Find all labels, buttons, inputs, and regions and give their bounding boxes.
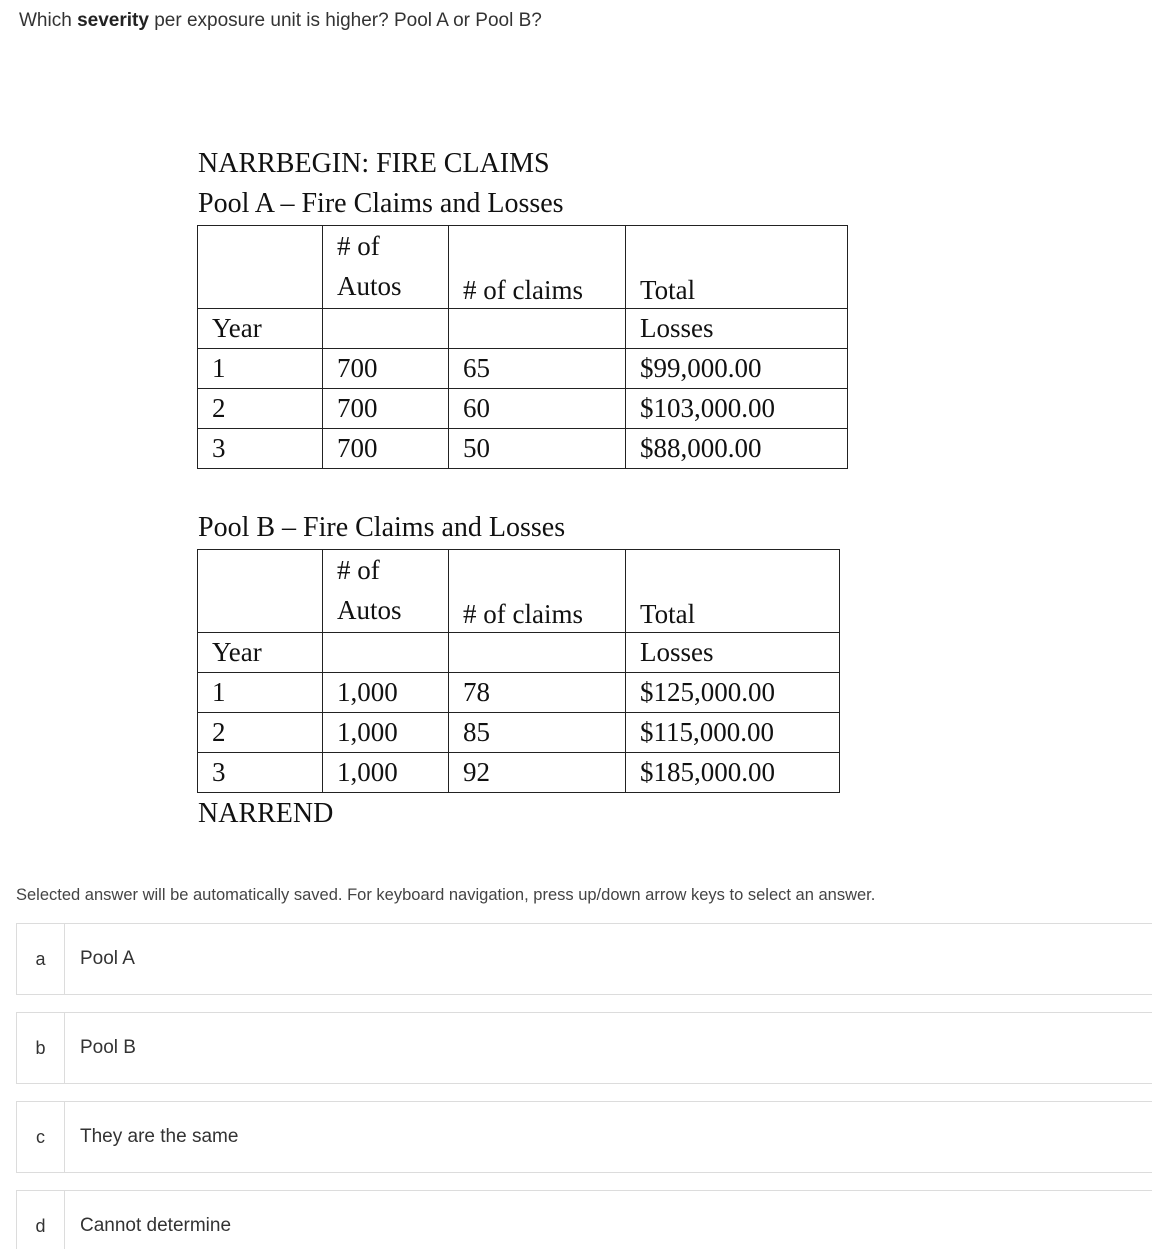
table-row [198,673,840,713]
losses-cell: $115,000.00 [626,713,840,753]
option-label: They are the same [80,1126,239,1147]
option-label: Cannot determine [80,1215,232,1236]
autos-cell: 1,000 [323,673,449,713]
year-cell: 1 [198,673,323,713]
losses-cell: $88,000.00 [626,429,848,469]
table-row [198,429,848,469]
total-header: Total [626,550,840,633]
claims-cell: 50 [449,429,626,469]
losses-cell: $125,000.00 [626,673,840,713]
answer-option-b[interactable] [16,1012,1152,1084]
total-header: Total [626,226,848,309]
option-label: Pool A [80,948,135,969]
pool-a-subheader-row [198,309,848,349]
pool-b-header-row [198,550,840,633]
year-header: Year [198,633,323,673]
claims-header: # of claims [449,226,626,309]
question-suffix: per exposure unit is higher? Pool A or Pool B? [148,10,542,31]
pool-a-table [197,225,848,469]
table-row [198,753,840,793]
question-text [19,10,542,32]
autos-cell: 700 [323,389,449,429]
table-row [198,713,840,753]
year-cell: 2 [198,713,323,753]
autos-header: # of Autos [323,226,449,309]
year-cell: 1 [198,349,323,389]
table-cell [449,633,626,673]
question-prefix: Which [19,10,78,31]
losses-header: Losses [626,309,848,349]
claims-cell: 92 [449,753,626,793]
losses-cell: $99,000.00 [626,349,848,389]
year-cell: 2 [198,389,323,429]
pool-b-title: Pool B – Fire Claims and Losses [198,512,566,543]
pool-a-header-row [198,226,848,309]
answer-option-c[interactable] [16,1101,1152,1173]
year-header: Year [198,309,323,349]
year-cell: 3 [198,753,323,793]
option-letter: c [17,1102,65,1172]
claims-cell: 60 [449,389,626,429]
pool-a-title: Pool A – Fire Claims and Losses [198,188,564,219]
table-cell [198,226,323,309]
claims-cell: 85 [449,713,626,753]
option-letter: d [17,1191,65,1249]
option-letter: a [17,924,65,994]
table-cell [198,550,323,633]
claims-cell: 78 [449,673,626,713]
answer-instructions: Selected answer will be automatically saved. For keyboard navigation, press up/down arrow keys to select an answer. [16,886,876,904]
autos-cell: 700 [323,349,449,389]
losses-cell: $103,000.00 [626,389,848,429]
question-bold-term: severity [77,10,149,31]
narrative-end: NARREND [198,798,334,829]
claims-cell: 65 [449,349,626,389]
answer-option-a[interactable] [16,923,1152,995]
pool-b-subheader-row [198,633,840,673]
table-row [198,349,848,389]
autos-cell: 700 [323,429,449,469]
table-row [198,389,848,429]
year-cell: 3 [198,429,323,469]
option-label: Pool B [80,1037,136,1058]
table-cell [323,309,449,349]
claims-header: # of claims [449,550,626,633]
losses-cell: $185,000.00 [626,753,840,793]
pool-b-table [197,549,840,793]
option-letter: b [17,1013,65,1083]
table-cell [323,633,449,673]
table-cell [449,309,626,349]
autos-cell: 1,000 [323,713,449,753]
autos-header: # of Autos [323,550,449,633]
narrative-begin: NARRBEGIN: FIRE CLAIMS [198,148,550,179]
autos-cell: 1,000 [323,753,449,793]
answer-option-d[interactable] [16,1190,1152,1249]
losses-header: Losses [626,633,840,673]
